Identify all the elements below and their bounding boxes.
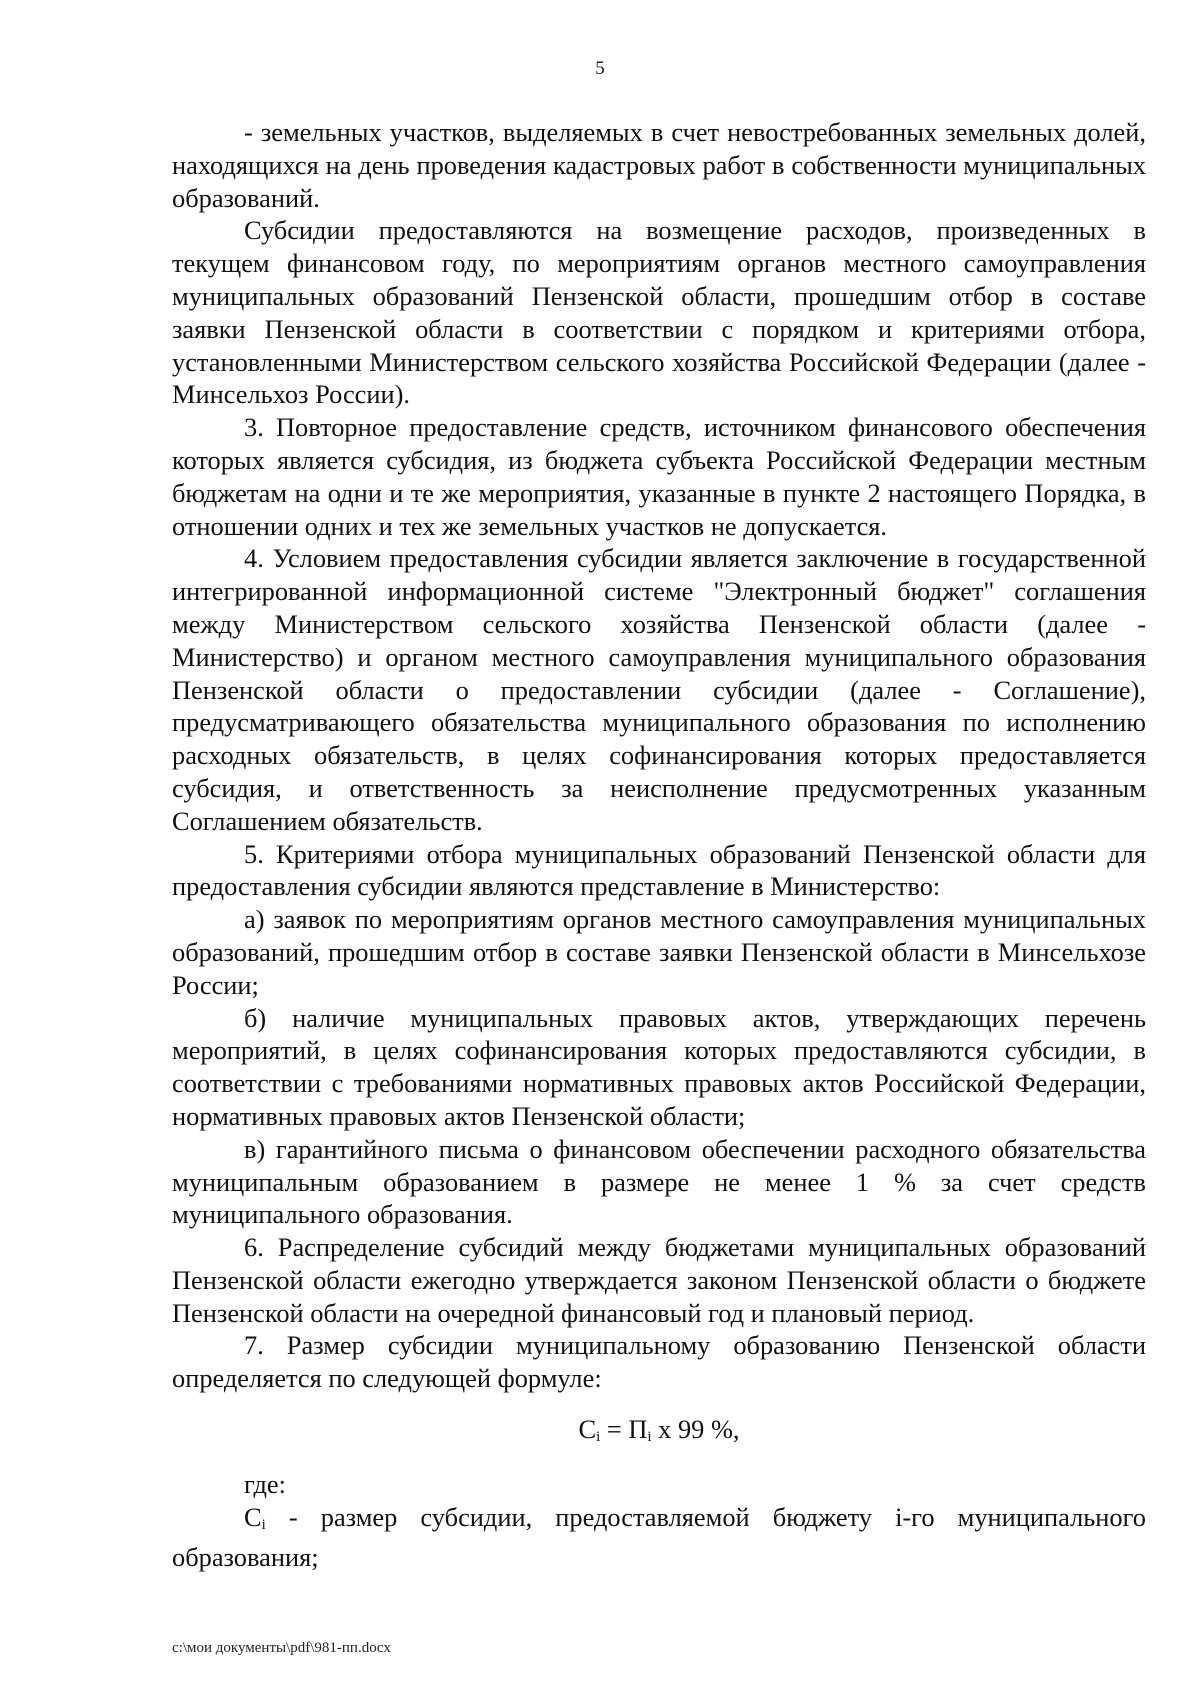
paragraph-land-plots: - земельных участков, выделяемых в счет невостребованных земельных долей, находящихся на день проведения кадастровых работ в собственности муниципальных образований. [172,117,1146,213]
paragraph-item-4: 4. Условием предоставления субсидии является заключение в государственной интегрированной информационной системе "Электронный бюджет" соглашения между Министерством сельского хозяйства Пензенской области (далее - Министерство) и органом местного самоуправления муниципального образования Пензенской области о предоставлении субсидии (далее - Соглашение), предусматривающего обязательства муниципального образования по исполнению расходных обязательств, в целях софинансирования которых предоставляется субсидия, и ответственность за неисполнение предусмотренных указанным Соглашением обязательств. [172,543,1146,836]
formula-p-sub: i [647,1429,652,1446]
page-number: 5 [595,58,605,79]
formula-p: П [628,1414,648,1445]
definition-symbol: С [244,1501,262,1532]
formula-rest: х 99 %, [651,1414,740,1445]
document-body [172,116,1146,1574]
paragraph-item-5b: б) наличие муниципальных правовых актов, утверждающих перечень мероприятий, в целях софинансирования которых предоставляются субсидии, в соответствии с требованиями нормативных правовых актов Российской Федерации, нормативных правовых актов Пензенской области; [172,1002,1146,1131]
definition-sub: i [261,1516,266,1533]
subsidy-formula [172,1413,1146,1454]
paragraph-item-3: 3. Повторное предоставление средств, источником финансового обеспечения которых является субсидия, из бюджета субъекта Российской Федерации местным бюджетам на одни и те же мероприятия, указанные в пункте 2 настоящего Порядка, в отношении одних и тех же земельных участков не допускается. [172,412,1146,541]
paragraph-item-5: 5. Критериями отбора муниципальных образований Пензенской области для предоставления субсидии являются представление в Министерство: [172,838,1146,902]
paragraph-item-5v: в) гарантийного письма о финансовом обеспечении расходного обязательства муниципальным образованием в размере не менее 1 % за счет средств муниципального образования. [172,1133,1146,1230]
where-label: где: [244,1468,286,1499]
paragraph-item-6: 6. Распределение субсидий между бюджетами муниципальных образований Пензенской области ежегодно утверждается законом Пензенской области о бюджете Пензенской области на очередной финансовый год и плановый период. [172,1232,1146,1328]
paragraph-item-7: 7. Размер субсидии муниципальному образованию Пензенской области определяется по следующей формуле: [172,1330,1146,1394]
paragraph-item-5a: а) заявок по мероприятиям органов местного самоуправления муниципальных образований, прошедшим отбор в составе заявки Пензенской области в Минсельхозе России; [172,904,1146,1000]
formula-eq: = [600,1414,629,1445]
definition-text: - размер субсидии, предоставляемой бюджету i-го муниципального образования; [172,1501,1146,1573]
paragraph-subsidies-purpose: Субсидии предоставляются на возмещение расходов, произведенных в текущем финансовом году, по мероприятиям органов местного самоуправления муниципальных образований Пензенской области, прошедшим отбор в составе заявки Пензенской области в соответствии с порядком и критериями отбора, установленными Министерством сельского хозяйства Российской Федерации (далее - Минсельхоз России). [172,215,1146,410]
formula-c: С [578,1414,597,1445]
footer-file-path: c:\мои документы\pdf\981-пп.docx [172,1640,391,1656]
formula-c-sub: i [596,1429,601,1446]
definition-ci [172,1501,1146,1575]
